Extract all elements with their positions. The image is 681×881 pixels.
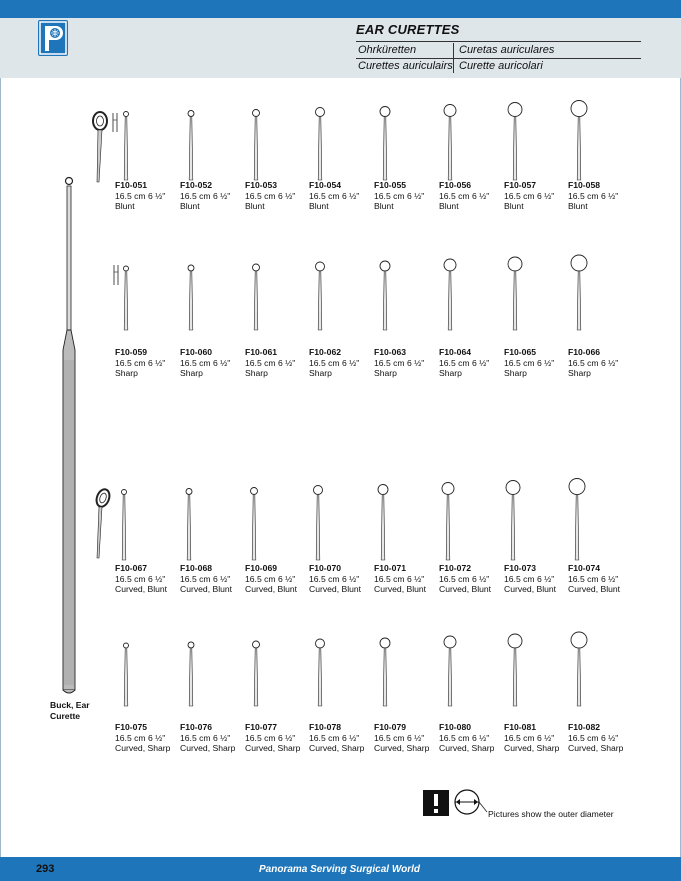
product-type: Sharp (374, 368, 397, 378)
product-code: F10-071 (374, 563, 407, 573)
product-type: Curved, Blunt (180, 584, 233, 594)
product-size: 16.5 cm 6 ½" (374, 573, 425, 584)
product-type: Sharp (439, 368, 462, 378)
product-size: 16.5 cm 6 ½" (115, 573, 166, 584)
product-code: F10-060 (180, 347, 213, 357)
product-size: 16.5 cm 6 ½" (568, 357, 619, 368)
product-type: Curved, Sharp (180, 743, 236, 753)
curette-head (188, 265, 194, 271)
product-code: F10-078 (309, 722, 342, 732)
product-code: F10-076 (180, 722, 213, 732)
curette-drawing (506, 481, 520, 561)
product-type: Curved, Blunt (568, 584, 621, 594)
product-type: Sharp (245, 368, 268, 378)
product-code: F10-067 (115, 563, 148, 573)
title-german: Ohrküretten (358, 44, 417, 56)
curette-head (380, 261, 390, 271)
product-size: 16.5 cm 6 ½" (309, 190, 360, 201)
product-type: Curved, Sharp (245, 743, 301, 753)
curette-stem (381, 495, 385, 561)
curette-stem (513, 117, 517, 181)
curette-stem (577, 648, 581, 706)
curette-drawing (444, 105, 456, 181)
product-item (115, 180, 181, 212)
product-code: F10-055 (374, 180, 407, 190)
product-item (245, 180, 311, 212)
product-type: Sharp (180, 368, 203, 378)
curette-stem (189, 117, 193, 181)
product-type: Sharp (568, 368, 591, 378)
product-item (568, 347, 634, 379)
product-item (309, 722, 375, 754)
product-item (115, 563, 181, 595)
curette-stem (189, 271, 193, 330)
curette-drawing (188, 642, 194, 706)
curette-stem (189, 648, 193, 706)
curette-stem (383, 117, 387, 181)
product-code: F10-062 (309, 347, 342, 357)
product-item (439, 347, 505, 379)
product-item (245, 722, 311, 754)
product-type: Blunt (309, 201, 329, 211)
product-size: 16.5 cm 6 ½" (504, 573, 555, 584)
curette-drawing (188, 265, 194, 330)
product-size: 16.5 cm 6 ½" (180, 190, 231, 201)
product-item (374, 722, 440, 754)
product-item (504, 347, 570, 379)
curette-stem (318, 648, 322, 706)
product-size: 16.5 cm 6 ½" (245, 732, 296, 743)
product-size: 16.5 cm 6 ½" (180, 573, 231, 584)
curette-head (253, 641, 260, 648)
curette-stem (254, 271, 258, 330)
product-item (180, 722, 246, 754)
product-type: Sharp (115, 368, 138, 378)
curette-stem (448, 648, 452, 706)
product-size: 16.5 cm 6 ½" (115, 357, 166, 368)
product-code: F10-068 (180, 563, 213, 573)
curette-stem (383, 271, 387, 330)
curette-drawing (188, 111, 194, 181)
curette-head (508, 634, 522, 648)
curette-head (571, 255, 587, 271)
product-code: F10-065 (504, 347, 537, 357)
product-code: F10-053 (245, 180, 278, 190)
product-item (115, 347, 181, 379)
curette-stem (254, 117, 258, 181)
product-type: Curved, Blunt (504, 584, 557, 594)
product-type: Curved, Blunt (439, 584, 492, 594)
curette-stem (577, 117, 581, 181)
product-size: 16.5 cm 6 ½" (115, 732, 166, 743)
product-size: 16.5 cm 6 ½" (439, 190, 490, 201)
product-code: F10-082 (568, 722, 601, 732)
product-size: 16.5 cm 6 ½" (504, 357, 555, 368)
curette-drawing (316, 639, 325, 706)
footer-tagline: Panorama Serving Surgical World (259, 864, 420, 875)
product-type: Curved, Sharp (115, 743, 171, 753)
curette-drawing (380, 261, 390, 330)
curette-drawing (186, 489, 192, 561)
product-code: F10-081 (504, 722, 537, 732)
buck-curette-label (50, 700, 110, 722)
product-item (245, 563, 311, 595)
title-spanish: Curetas auriculares (459, 44, 555, 56)
product-size: 16.5 cm 6 ½" (374, 190, 425, 201)
product-type: Sharp (504, 368, 527, 378)
product-size: 16.5 cm 6 ½" (180, 357, 231, 368)
product-type: Blunt (180, 201, 200, 211)
product-size: 16.5 cm 6 ½" (309, 357, 360, 368)
curette-stem (511, 495, 515, 561)
product-code: F10-051 (115, 180, 148, 190)
product-code: F10-080 (439, 722, 472, 732)
product-code: F10-058 (568, 180, 601, 190)
product-code: F10-072 (439, 563, 472, 573)
curette-stem (124, 271, 128, 330)
curette-drawing (569, 479, 585, 561)
product-size: 16.5 cm 6 ½" (439, 732, 490, 743)
side-view-detail-row2 (114, 265, 118, 285)
curette-drawing (571, 255, 587, 330)
product-item (568, 722, 634, 754)
product-code: F10-075 (115, 722, 148, 732)
curette-stem (254, 648, 258, 706)
curette-stem (124, 117, 128, 181)
product-size: 16.5 cm 6 ½" (245, 357, 296, 368)
curette-head (444, 636, 456, 648)
curette-head (316, 639, 325, 648)
buck-label-line1: Buck, Ear (50, 700, 90, 710)
product-item (439, 563, 505, 595)
product-code: F10-052 (180, 180, 213, 190)
page-number: 293 (36, 863, 55, 875)
product-item (309, 180, 375, 212)
product-code: F10-054 (309, 180, 342, 190)
product-size: 16.5 cm 6 ½" (439, 357, 490, 368)
product-code: F10-077 (245, 722, 278, 732)
product-type: Curved, Sharp (309, 743, 365, 753)
product-code: F10-074 (568, 563, 601, 573)
product-code: F10-070 (309, 563, 342, 573)
curette-stem (513, 271, 517, 330)
product-item (374, 347, 440, 379)
product-type: Curved, Sharp (374, 743, 430, 753)
product-item (504, 563, 570, 595)
curette-drawing (380, 107, 390, 181)
product-size: 16.5 cm 6 ½" (374, 357, 425, 368)
page-title: EAR CURETTES (356, 22, 460, 37)
product-item (309, 347, 375, 379)
product-type: Blunt (439, 201, 459, 211)
product-item (115, 722, 181, 754)
curette-head (380, 638, 390, 648)
curette-stem (577, 271, 581, 330)
product-code: F10-079 (374, 722, 407, 732)
title-italian: Curette auricolari (459, 60, 543, 72)
curette-drawing (508, 257, 522, 330)
product-code: F10-064 (439, 347, 472, 357)
curette-drawing (571, 632, 587, 706)
product-size: 16.5 cm 6 ½" (309, 732, 360, 743)
product-item (568, 563, 634, 595)
curette-drawing (442, 483, 454, 561)
curette-head (508, 103, 522, 117)
product-type: Blunt (115, 201, 135, 211)
curette-stem (446, 495, 450, 561)
product-item (374, 563, 440, 595)
curette-stem (122, 495, 126, 561)
product-type: Blunt (504, 201, 524, 211)
curette-head (124, 266, 129, 271)
curette-stem (575, 495, 579, 561)
curette-drawing (508, 103, 522, 181)
curette-head (442, 483, 454, 495)
product-size: 16.5 cm 6 ½" (504, 732, 555, 743)
product-type: Curved, Sharp (439, 743, 495, 753)
curette-drawing (124, 266, 129, 330)
curette-head (124, 112, 129, 117)
product-type: Curved, Blunt (374, 584, 427, 594)
product-type: Curved, Blunt (309, 584, 362, 594)
curette-head (508, 257, 522, 271)
product-item (504, 722, 570, 754)
curette-head (251, 488, 258, 495)
product-type: Blunt (374, 201, 394, 211)
curette-stem (124, 648, 128, 706)
product-type: Curved, Blunt (245, 584, 298, 594)
product-code: F10-066 (568, 347, 601, 357)
product-size: 16.5 cm 6 ½" (309, 573, 360, 584)
curette-head (569, 479, 585, 495)
curette-head (314, 486, 323, 495)
curette-head (253, 264, 260, 271)
side-view-detail-row1 (93, 112, 117, 182)
buck-label-line2: Curette (50, 711, 81, 721)
side-view-detail-row3 (94, 487, 111, 558)
curette-stem (318, 117, 322, 181)
product-item (568, 180, 634, 212)
curette-drawing (444, 636, 456, 706)
diameter-icon (455, 790, 487, 814)
product-item (374, 180, 440, 212)
curette-head (122, 490, 127, 495)
curette-drawing (508, 634, 522, 706)
curette-stem (252, 495, 256, 561)
curette-drawing (253, 264, 260, 330)
product-item (245, 347, 311, 379)
curette-head (188, 111, 194, 117)
curette-head (506, 481, 520, 495)
curette-head (444, 105, 456, 117)
diameter-note: Pictures show the outer diameter (488, 809, 614, 819)
product-size: 16.5 cm 6 ½" (245, 573, 296, 584)
curette-drawing (316, 262, 325, 330)
product-code: F10-057 (504, 180, 537, 190)
curette-head (316, 108, 325, 117)
curette-stem (187, 495, 191, 561)
curette-drawing (378, 485, 388, 561)
product-size: 16.5 cm 6 ½" (180, 732, 231, 743)
curette-drawing (251, 488, 258, 561)
curette-head (124, 643, 129, 648)
buck-curette-illustration (63, 178, 75, 694)
product-size: 16.5 cm 6 ½" (439, 573, 490, 584)
curette-drawing (122, 490, 127, 561)
product-type: Blunt (245, 201, 265, 211)
curette-drawing (571, 101, 587, 181)
product-code: F10-059 (115, 347, 148, 357)
product-type: Curved, Blunt (115, 584, 168, 594)
curette-stem (318, 271, 322, 330)
product-item (180, 563, 246, 595)
curette-head (378, 485, 388, 495)
curette-drawing (253, 641, 260, 706)
product-code: F10-063 (374, 347, 407, 357)
product-size: 16.5 cm 6 ½" (568, 732, 619, 743)
curette-stem (448, 117, 452, 181)
product-item (504, 180, 570, 212)
curette-stem (513, 648, 517, 706)
curette-head (186, 489, 192, 495)
curette-head (188, 642, 194, 648)
product-item (180, 347, 246, 379)
curette-drawing (253, 110, 260, 181)
product-item (180, 180, 246, 212)
product-size: 16.5 cm 6 ½" (374, 732, 425, 743)
curette-head (316, 262, 325, 271)
product-type: Blunt (568, 201, 588, 211)
curette-head (380, 107, 390, 117)
product-size: 16.5 cm 6 ½" (115, 190, 166, 201)
curette-drawing (314, 486, 323, 561)
product-size: 16.5 cm 6 ½" (568, 573, 619, 584)
product-size: 16.5 cm 6 ½" (504, 190, 555, 201)
product-type: Curved, Sharp (504, 743, 560, 753)
curette-head (253, 110, 260, 117)
product-item (309, 563, 375, 595)
curette-head (444, 259, 456, 271)
product-code: F10-073 (504, 563, 537, 573)
product-type: Sharp (309, 368, 332, 378)
curette-drawing (380, 638, 390, 706)
curette-stem (448, 271, 452, 330)
product-item (439, 722, 505, 754)
curette-head (571, 101, 587, 117)
product-size: 16.5 cm 6 ½" (245, 190, 296, 201)
title-french: Curettes auriculairs (358, 60, 453, 72)
curette-drawing (124, 112, 129, 181)
curette-stem (383, 648, 387, 706)
product-code: F10-069 (245, 563, 278, 573)
product-code: F10-056 (439, 180, 472, 190)
product-size: 16.5 cm 6 ½" (568, 190, 619, 201)
product-item (439, 180, 505, 212)
product-code: F10-061 (245, 347, 278, 357)
product-type: Curved, Sharp (568, 743, 624, 753)
curette-stem (316, 495, 320, 561)
curette-head (571, 632, 587, 648)
curette-drawing (444, 259, 456, 330)
exclamation-icon (423, 790, 449, 816)
curette-drawing (124, 643, 129, 706)
curette-drawing (316, 108, 325, 181)
